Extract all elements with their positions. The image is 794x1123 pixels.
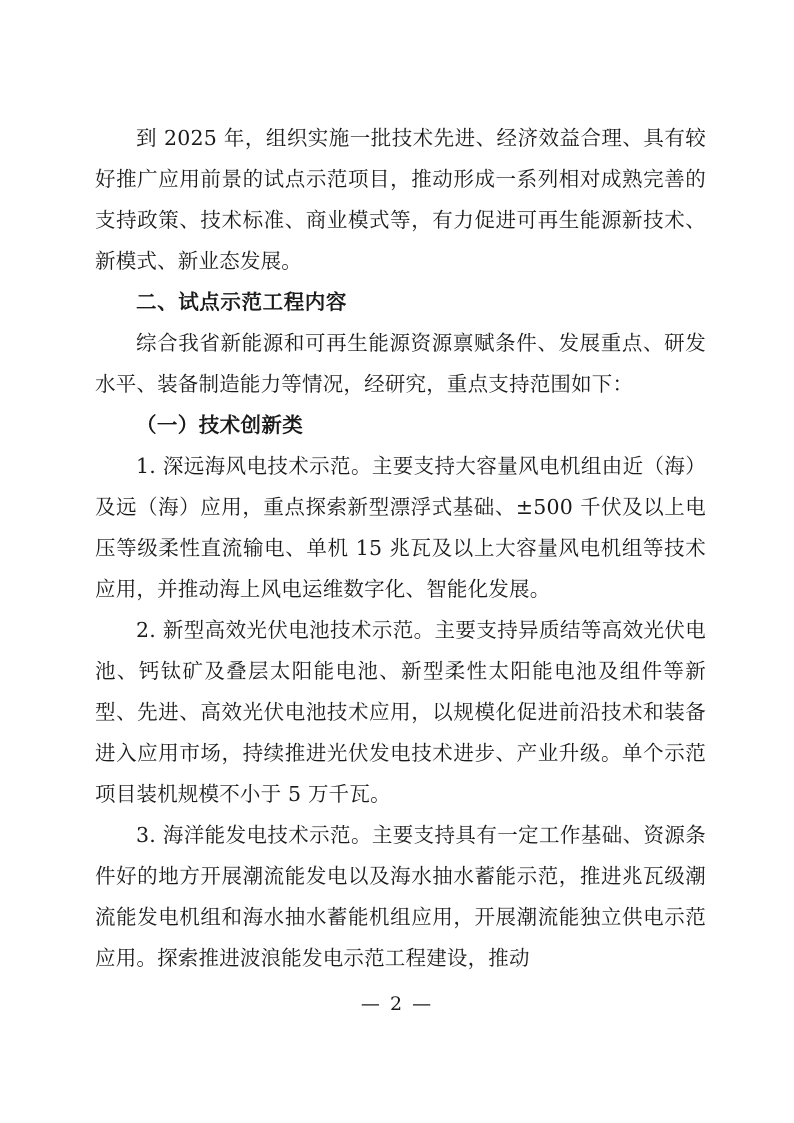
paragraph-item-1-offshore-wind: 1. 深远海风电技术示范。主要支持大容量风电机组由近（海）及远（海）应用，重点探索新型漂浮式基础、±500 千伏及以上电压等级柔性直流输电、单机 15 兆瓦及以上大容量风电机组等技术应用，并推动海上风电运维数字化、智能化发展。: [95, 454, 706, 601]
page-number: — 2 —: [360, 993, 434, 1015]
subsection-heading-tech-innovation: （一）技术创新类: [136, 413, 304, 437]
paragraph-scope: 综合我省新能源和可再生能源资源禀赋条件、发展重点、研发水平、装备制造能力等情况，经研究，重点支持范围如下：: [95, 331, 706, 396]
paragraph-intro: 到 2025 年，组织实施一批技术先进、经济效益合理、具有较好推广应用前景的试点示范项目，推动形成一系列相对成熟完善的支持政策、技术标准、商业模式等，有力促进可再生能源新技术、新模式、新业态发展。: [95, 126, 706, 273]
paragraph-item-3-ocean-energy: 3. 海洋能发电技术示范。主要支持具有一定工作基础、资源条件好的地方开展潮流能发电以及海水抽水蓄能示范，推进兆瓦级潮流能发电机组和海水抽水蓄能机组应用，开展潮流能独立供电示范应用。探索推进波浪能发电示范工程建设，推动: [95, 823, 706, 970]
document-body: [95, 118, 706, 979]
paragraph-item-2-pv-cell: 2. 新型高效光伏电池技术示范。主要支持异质结等高效光伏电池、钙钛矿及叠层太阳能电池、新型柔性太阳能电池及组件等新型、先进、高效光伏电池技术应用，以规模化促进前沿技术和装备进入应用市场，持续推进光伏发电技术进步、产业升级。单个示范项目装机规模不小于 5 万千瓦。: [95, 618, 706, 806]
section-heading-two: 二、试点示范工程内容: [136, 290, 347, 314]
